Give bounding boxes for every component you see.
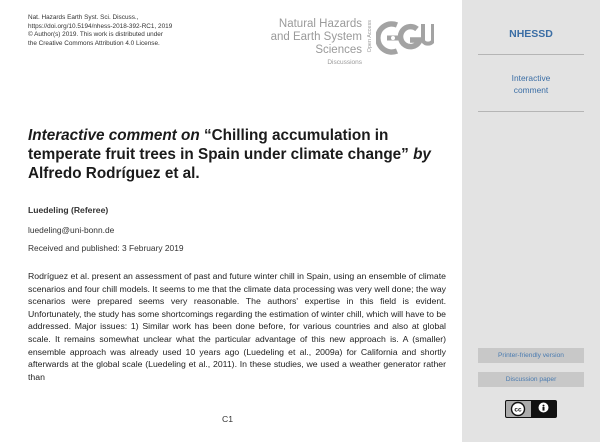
- title-main: “Chilling accumulation in temperate fruit trees in Spain under climate change”: [28, 127, 414, 163]
- journal-logo-text: [262, 18, 362, 66]
- citation-doi-link[interactable]: https://doi.org/10.5194/nhess-2018-392-RC1, 2019: [28, 22, 173, 30]
- logo-line: Sciences: [315, 44, 362, 56]
- egu-logo-icon: [376, 18, 434, 58]
- title-prefix: Interactive comment on: [28, 127, 200, 144]
- divider: [478, 54, 584, 55]
- reviewer-email: luedeling@uni-bonn.de: [28, 225, 115, 235]
- title-authors: Alfredo Rodríguez et al.: [28, 165, 200, 182]
- printer-friendly-button[interactable]: Printer-friendly version: [478, 348, 584, 363]
- logo-line: and Earth System: [270, 31, 362, 43]
- discussion-paper-button[interactable]: Discussion paper: [478, 372, 584, 387]
- journal-name-link[interactable]: NHESSD: [509, 28, 553, 40]
- open-access-label: Open Access: [367, 20, 373, 53]
- title-by: by: [413, 146, 431, 163]
- svg-text:cc: cc: [514, 406, 522, 414]
- citation-line: Nat. Hazards Earth Syst. Sci. Discuss.,: [28, 14, 139, 21]
- citation-line: © Author(s) 2019. This work is distributed under: [28, 31, 163, 39]
- page-number: C1: [222, 414, 233, 424]
- received-date: Received and published: 3 February 2019: [28, 243, 184, 253]
- interactive-comment-label: [462, 72, 600, 96]
- page-title: [28, 126, 448, 183]
- label-line: comment: [513, 85, 549, 95]
- logo-line: Natural Hazards: [278, 18, 362, 30]
- citation-line: the Creative Commons Attribution 4.0 License.: [28, 39, 160, 47]
- citation-block: [28, 14, 172, 48]
- reviewer-name: Luedeling (Referee): [28, 205, 109, 215]
- logo-discussions: Discussions: [327, 59, 362, 66]
- sidebar: [462, 0, 600, 442]
- cc-by-license-icon[interactable]: [505, 400, 557, 418]
- divider: [478, 111, 584, 112]
- label-line: Interactive: [511, 73, 551, 83]
- comment-body: Rodríguez et al. present an assessment of past and future winter chill in Spain, using an ensemble of climate scenarios and four chill models. It seems to me that the climate data processing was very well done; the way scenarios were prepared seems very reasonable. The authors' expertise in this field is evident. Unfortunately, the study has some shortcomings regarding the estimation of winter chill, which will have to be addressed. Major issues: 1) Similar work has been done before, for various countries and also at global scale. It remains somewhat unclear what the particular advantage of this new approach is. A (smaller) ensemble approach was already used 10 years ago (Luedeling et al., 2009a) for California and shortly afterwards at the global scale (Luedeling et al., 2011). In these studies, we used a weather generator rather than: [28, 271, 447, 382]
